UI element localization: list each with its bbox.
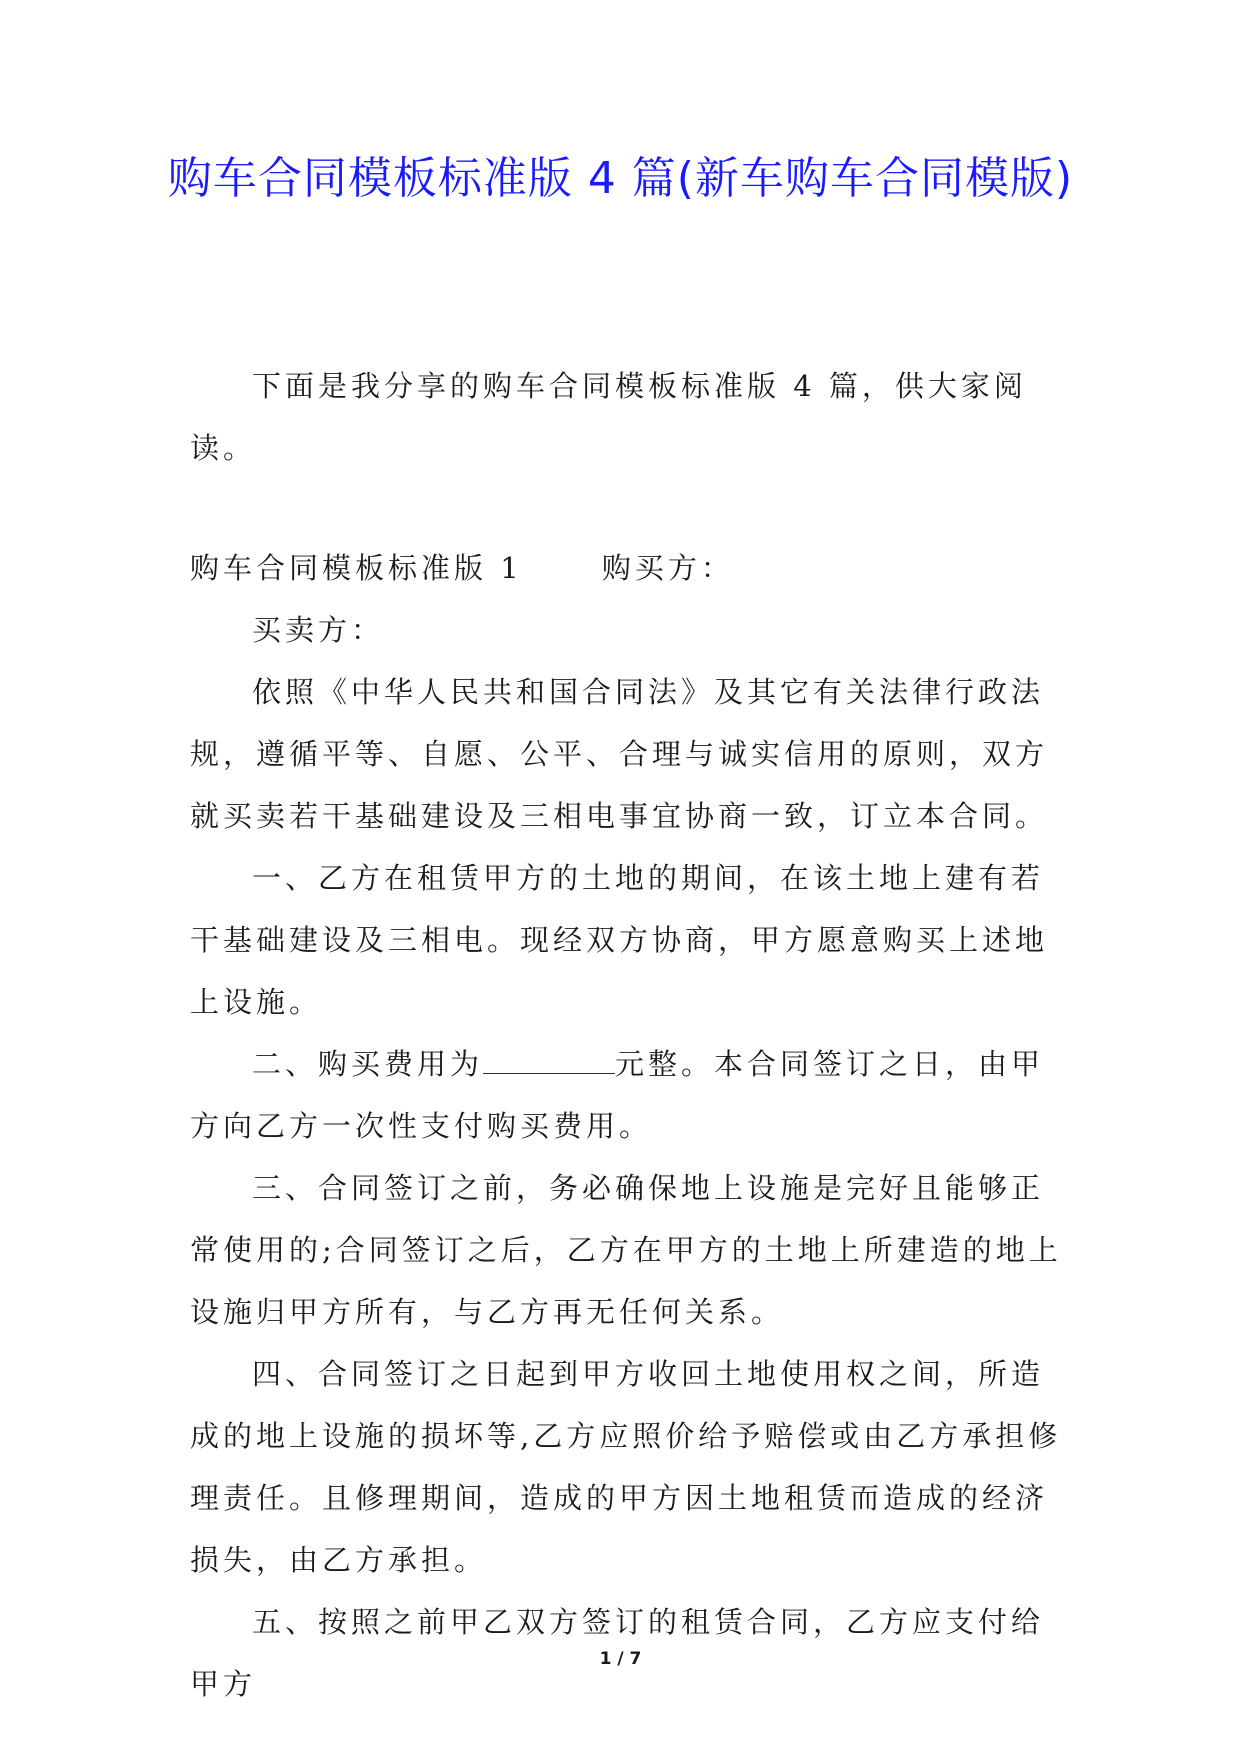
section-heading: 购车合同模板标准版 1 [190,551,523,585]
clause-2-before: 二、购买费用为 [252,1047,484,1081]
paragraph-clause-1: 一、乙方在租赁甲方的土地的期间，在该土地上建有若干基础建设及三相电。现经双方协商，甲方愿意购买上述地上设施。 [190,861,1049,1019]
page-number: 1 / 7 [599,1649,642,1669]
paragraph-clause-2 [190,1033,1070,1157]
intro-paragraph: 下面是我分享的购车合同模板标准版 4 篇，供大家阅读。 [190,369,1027,465]
document-body [190,355,1070,1715]
paragraph-clause-5: 五、按照之前甲乙双方签订的租赁合同，乙方应支付给甲方 [190,1605,1045,1701]
buyer-label: 购买方： [601,551,734,585]
document-title: 购车合同模板标准版 4 篇(新车购车合同模版) [167,153,1074,204]
amount-blank [483,1049,615,1074]
section-heading-line [190,537,1070,599]
paragraph-clause-3: 三、合同签订之前，务必确保地上设施是完好且能够正常使用的;合同签订之后，乙方在甲方的土地上所建造的地上设施归甲方所有，与乙方再无任何关系。 [190,1171,1062,1329]
seller-label: 买卖方： [252,613,385,647]
clause-2-after: 元整。本合同签订之日，由甲方向乙方一次性支付购买费用。 [190,1047,1045,1143]
paragraph-clause-4: 四、合同签订之日起到甲方收回土地使用权之间，所造成的地上设施的损坏等,乙方应照价给予赔偿或由乙方承担修理责任。且修理期间，造成的甲方因土地租赁而造成的经济损失，由乙方承担。 [190,1357,1062,1577]
paragraph-legal-basis: 依照《中华人民共和国合同法》及其它有关法律行政法规，遵循平等、自愿、公平、合理与诚实信用的原则，双方就买卖若干基础建设及三相电事宜协商一致，订立本合同。 [190,675,1049,833]
